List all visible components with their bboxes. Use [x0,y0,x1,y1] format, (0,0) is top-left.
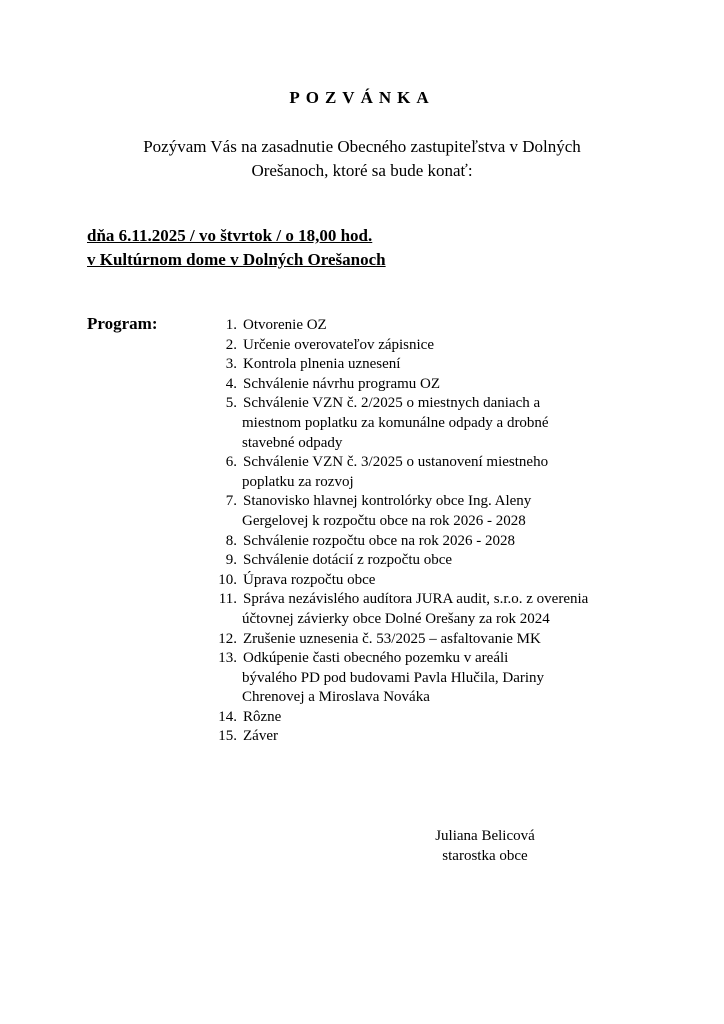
program-item [205,630,645,650]
program-item-text: Schválenie rozpočtu obce na rok 2026 - 2028 [243,532,515,549]
program-item-text: Stanovisko hlavnej kontrolórky obce Ing. Aleny [243,493,532,510]
program-item-number: 6. [225,454,237,471]
program-item [205,532,645,552]
program-item-text: Schválenie dotácií z rozpočtu obce [243,552,453,569]
program-item [205,336,645,356]
program-item-first-line [205,630,645,650]
program-item-text: Záver [243,728,278,745]
program-item-text: Schválenie VZN č. 2/2025 o miestnych daniach a [243,395,541,412]
program-item-first-line [205,492,645,512]
program-item-number: 1. [225,317,237,333]
program-item [205,708,645,728]
signature-role: starostka obce [442,848,528,864]
program-item [205,727,645,747]
program-item-text: Kontrola plnenia uznesení [243,356,401,373]
program-item-first-line [205,394,645,414]
program-item-number: 3. [225,356,237,373]
meeting-place: v Kultúrnom dome v Dolných Orešanoch [87,250,386,269]
program-item [205,492,645,531]
program-item [205,453,645,492]
program-item [205,316,645,336]
program-list [205,316,645,747]
program-item-first-line [205,375,645,395]
program-item-first-line [205,571,645,591]
program-item-text: Úprava rozpočtu obce [243,571,376,588]
program-item-number: 7. [225,493,237,510]
signature-name: Juliana Belicová [435,828,535,844]
program-item-first-line [205,590,645,610]
program-item-text: Schválenie VZN č. 3/2025 o ustanovení miestneho [243,454,549,471]
program-label: Program: [87,314,158,333]
program-item-continuation: stavebné odpady [242,434,343,451]
program-item-text: Otvorenie OZ [243,317,327,333]
program-item-continuation: účtovnej závierky obce Dolné Orešany za rok 2024 [242,610,550,627]
program-item-first-line [205,708,645,728]
program-item-number: 5. [225,395,237,412]
program-item-number: 8. [225,532,237,549]
program-item-number: 11. [218,591,237,608]
intro-line-1: Pozývam Vás na zasadnutie Obecného zastupiteľstva v Dolných [143,137,581,156]
program-item [205,590,645,629]
program-item [205,551,645,571]
program-item-text: Schválenie návrhu programu OZ [243,375,441,392]
program-item-text: Určenie overovateľov zápisnice [243,336,435,353]
program-item-number: 14. [218,708,237,725]
program-item-number: 9. [225,552,237,569]
program-item-first-line [205,532,645,552]
program-item-number: 4. [225,375,237,392]
intro-line-2: Orešanoch, ktoré sa bude konať: [251,161,473,180]
meeting-details [87,224,386,272]
program-item-text: Rôzne [243,708,282,725]
program-item [205,355,645,375]
signature-block [410,826,560,866]
program-item [205,571,645,591]
program-item-first-line [205,316,645,336]
program-item-continuation: Chrenovej a Miroslava Nováka [242,689,430,706]
document-title: POZVÁNKA [289,88,435,107]
program-item-text: Správa nezávislého audítora JURA audit, s.r.o. z overenia [243,591,589,608]
program-item-continuation: Gergelovej k rozpočtu obce na rok 2026 - 2028 [242,512,526,529]
program-item-first-line [205,355,645,375]
program-item [205,394,645,453]
program-item-number: 15. [218,728,237,745]
program-item-first-line [205,336,645,356]
program-item-number: 10. [218,571,237,588]
program-item-first-line [205,551,645,571]
program-item-first-line [205,727,645,747]
program-item-text: Zrušenie uznesenia č. 53/2025 – asfaltovanie MK [243,630,541,647]
intro-text [60,135,664,183]
program-item-first-line [205,453,645,473]
program-item-number: 12. [218,630,237,647]
program-item-number: 13. [218,650,237,667]
program-item-first-line [205,649,645,669]
program-item [205,375,645,395]
program-item-number: 2. [225,336,237,353]
program-item-continuation: bývalého PD pod budovami Pavla Hlučila, Dariny [242,669,545,686]
program-item-continuation: poplatku za rozvoj [242,473,354,490]
meeting-date: dňa 6.11.2025 / vo štvrtok / o 18,00 hod. [87,226,373,245]
program-item-continuation: miestnom poplatku za komunálne odpady a drobné [242,414,549,431]
program-item [205,649,645,708]
program-item-text: Odkúpenie časti obecného pozemku v areáli [243,650,509,667]
